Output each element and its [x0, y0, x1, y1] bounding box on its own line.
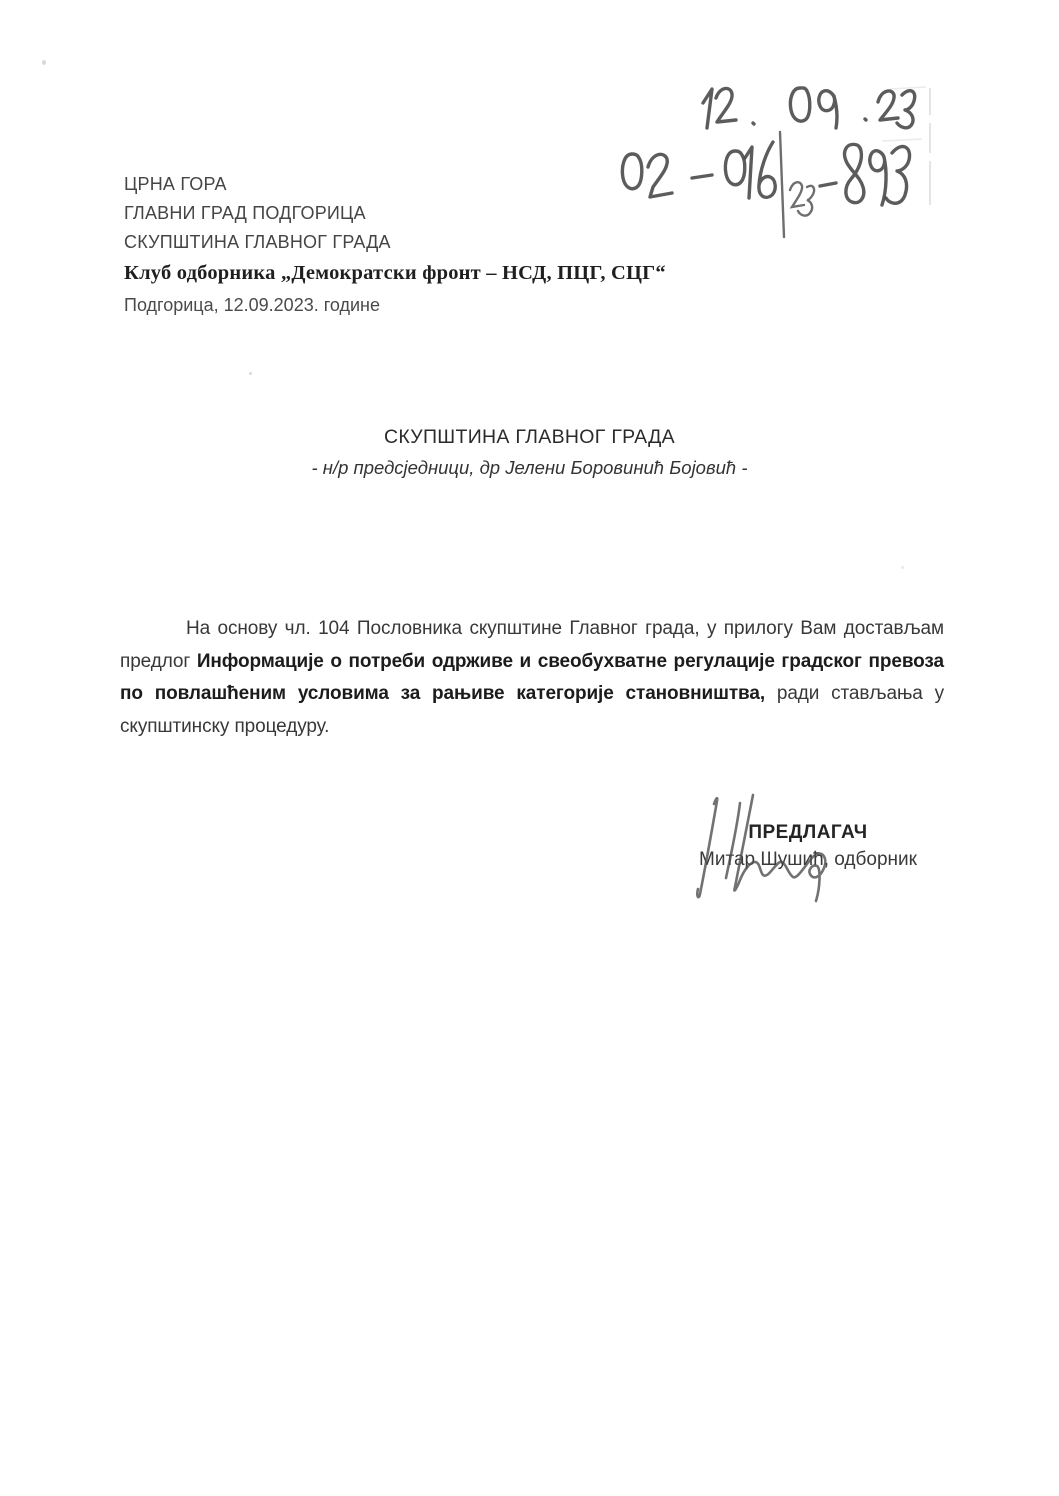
- body-text-regular: ради стављања у скупштинску процедуру.: [120, 683, 944, 737]
- signature-block: [688, 820, 928, 873]
- proposer-name: Митар Шушић, одборник: [699, 849, 917, 870]
- handwritten-date-group: [703, 88, 915, 128]
- scan-speck: [249, 372, 252, 375]
- place-date-line: Подгорица, 12.09.2023. године: [124, 295, 381, 315]
- org-assembly-line: СКУПШТИНА ГЛАВНОГ ГРАДА: [124, 232, 391, 252]
- addressee-title: СКУПШТИНА ГЛАВНОГ ГРАДА: [384, 426, 675, 448]
- proposer-label: ПРЕДЛАГАЧ: [748, 822, 868, 843]
- body-text-regular: На основу чл. 104 Пословника скупштине Главног града, у прилогу Вам достављам предлог: [120, 618, 944, 672]
- club-line: Клуб одборника „Демократски фронт – НСД, ПЦГ, СЦГ“: [124, 262, 666, 284]
- org-country-line: ЦРНА ГОРА: [124, 174, 227, 194]
- scan-speck: [42, 60, 46, 65]
- letterhead: [124, 170, 764, 321]
- addressee-attention: - н/р предсједници, др Јелени Боровинић Бојовић -: [311, 457, 748, 478]
- body-text-bold: Информације о потреби одрживе и свеобухватне регулације градског превоза по повлашћеним условима за рањиве категорије становништва,: [120, 650, 944, 704]
- addressee-block: [0, 422, 1059, 483]
- scan-speck: [901, 566, 904, 569]
- org-city-line: ГЛАВНИ ГРАД ПОДГОРИЦА: [124, 203, 366, 223]
- body-paragraph: [120, 613, 944, 743]
